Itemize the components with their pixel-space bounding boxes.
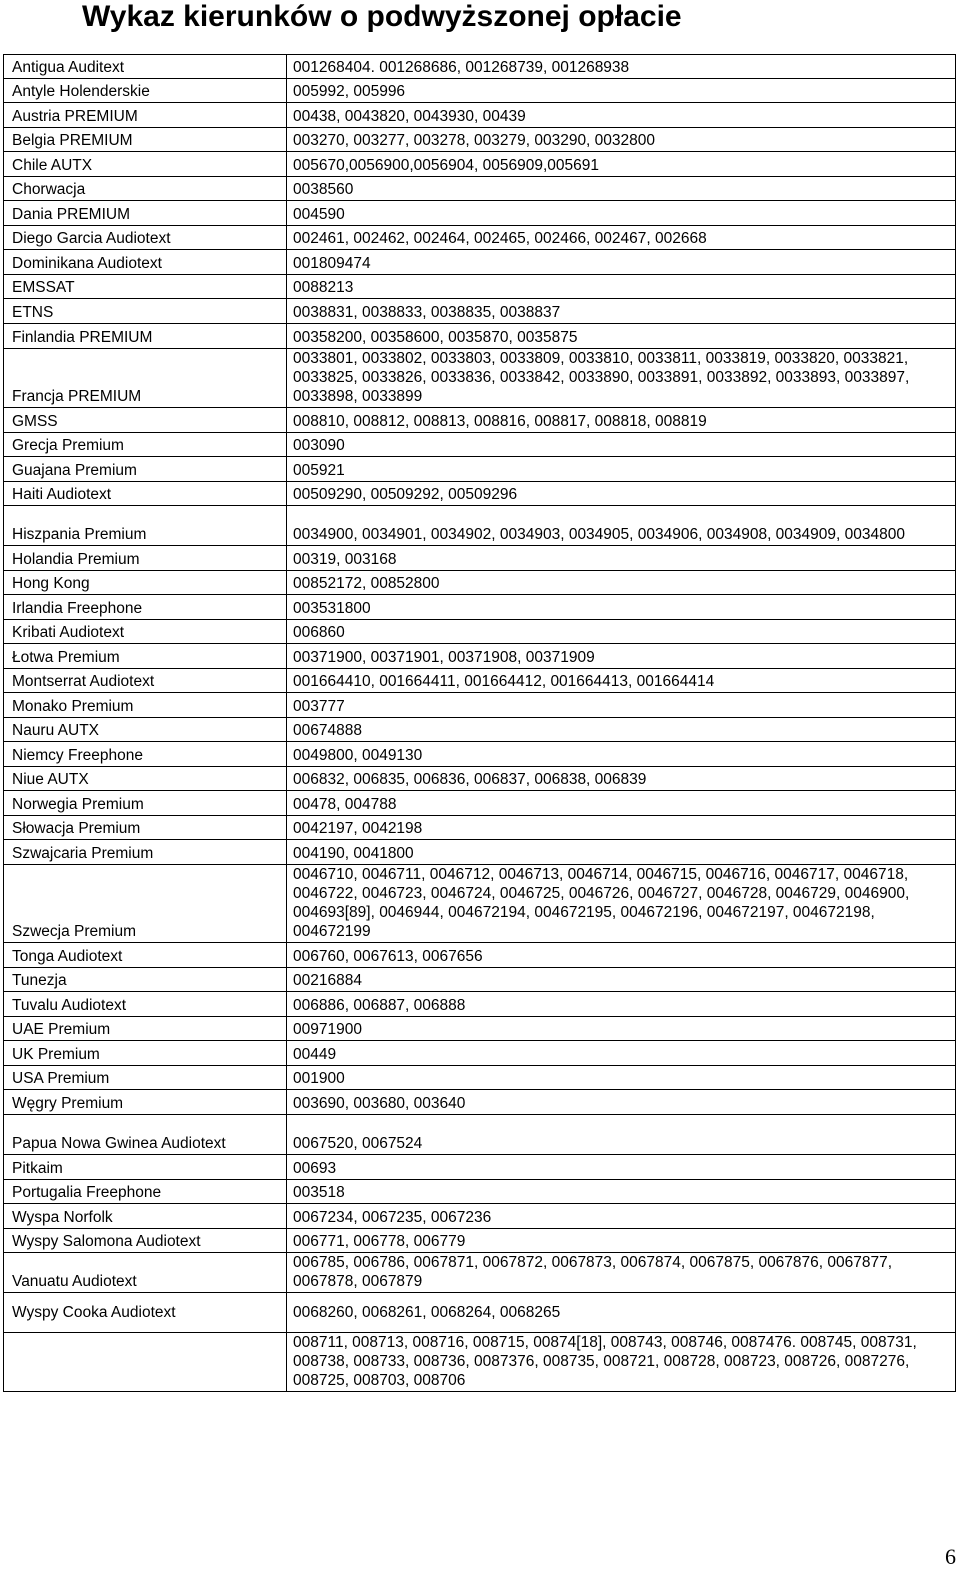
destination-name: Hiszpania Premium <box>4 506 287 546</box>
destination-name: Norwegia Premium <box>4 791 287 816</box>
destination-numbers: 0049800, 0049130 <box>287 742 956 767</box>
table-row <box>4 324 956 349</box>
table-row <box>4 457 956 482</box>
destination-name: GMSS <box>4 408 287 433</box>
destination-numbers: 0038560 <box>287 177 956 201</box>
table-row <box>4 595 956 620</box>
table-row <box>4 1180 956 1204</box>
destination-name: Guajana Premium <box>4 457 287 482</box>
destination-numbers: 001809474 <box>287 250 956 275</box>
table-row <box>4 1017 956 1041</box>
destination-numbers: 00449 <box>287 1041 956 1066</box>
destination-numbers: 001664410, 001664411, 001664412, 001664413, 001664414 <box>287 669 956 693</box>
destination-name: EMSSAT <box>4 275 287 299</box>
destination-numbers: 00971900 <box>287 1017 956 1041</box>
table-row <box>4 1090 956 1115</box>
destination-name: Wyspy Cooka Audiotext <box>4 1293 287 1333</box>
table-row <box>4 482 956 506</box>
destination-name: Chorwacja <box>4 177 287 201</box>
destination-name: Grecja Premium <box>4 433 287 457</box>
table-row <box>4 55 956 79</box>
destination-numbers: 006771, 006778, 006779 <box>287 1229 956 1253</box>
table-row <box>4 571 956 595</box>
table-row <box>4 742 956 767</box>
destination-name: Monako Premium <box>4 693 287 718</box>
destination-numbers: 003777 <box>287 693 956 718</box>
destination-name: Papua Nowa Gwinea Audiotext <box>4 1115 287 1155</box>
destination-numbers: 008810, 008812, 008813, 008816, 008817, 008818, 008819 <box>287 408 956 433</box>
table-row <box>4 128 956 152</box>
table-row <box>4 250 956 275</box>
destination-numbers: 001268404. 001268686, 001268739, 001268938 <box>287 55 956 79</box>
destination-numbers: 005992, 005996 <box>287 79 956 103</box>
table-row <box>4 1229 956 1253</box>
destination-name: Finlandia PREMIUM <box>4 324 287 349</box>
destination-name: Pitkaim <box>4 1155 287 1180</box>
table-row <box>4 992 956 1017</box>
destination-name: Antigua Auditext <box>4 55 287 79</box>
destination-name: Chile AUTX <box>4 152 287 177</box>
table-row <box>4 669 956 693</box>
table-row <box>4 1115 956 1155</box>
destination-numbers: 003690, 003680, 003640 <box>287 1090 956 1115</box>
table-row <box>4 103 956 128</box>
destination-numbers: 00216884 <box>287 968 956 992</box>
table-row <box>4 1066 956 1090</box>
table-row <box>4 1155 956 1180</box>
destination-name: Słowacja Premium <box>4 816 287 840</box>
destination-numbers: 002461, 002462, 002464, 002465, 002466, 002467, 002668 <box>287 226 956 250</box>
destination-numbers: 008711, 008713, 008716, 008715, 00874[18], 008743, 008746, 0087476. 008745, 008731, 008738, 008733, 008736, 0087376, 008735, 008721, 008728, 008723, 008726, 0087276, 008725, 008703, 008706 <box>287 1333 956 1392</box>
destination-name: Wyspy Salomona Audiotext <box>4 1229 287 1253</box>
destination-name: Belgia PREMIUM <box>4 128 287 152</box>
destination-name: UK Premium <box>4 1041 287 1066</box>
destination-name: Vanuatu Audiotext <box>4 1253 287 1293</box>
table-row <box>4 943 956 968</box>
table-row <box>4 968 956 992</box>
destination-numbers: 003531800 <box>287 595 956 620</box>
destination-name: ETNS <box>4 299 287 324</box>
table-row <box>4 226 956 250</box>
table-row <box>4 546 956 571</box>
destination-numbers: 0068260, 0068261, 0068264, 0068265 <box>287 1293 956 1333</box>
destination-name: Niue AUTX <box>4 767 287 791</box>
table-row <box>4 718 956 742</box>
destination-name: Francja PREMIUM <box>4 349 287 408</box>
destination-name: Irlandia Freephone <box>4 595 287 620</box>
table-row <box>4 1333 956 1392</box>
destination-numbers: 001900 <box>287 1066 956 1090</box>
table-row <box>4 644 956 669</box>
destination-numbers: 00509290, 00509292, 00509296 <box>287 482 956 506</box>
destination-numbers: 00852172, 00852800 <box>287 571 956 595</box>
table-row <box>4 840 956 865</box>
destination-name: Kribati Audiotext <box>4 620 287 644</box>
destination-numbers: 003270, 003277, 003278, 003279, 003290, 0032800 <box>287 128 956 152</box>
table-row <box>4 433 956 457</box>
destination-numbers: 004190, 0041800 <box>287 840 956 865</box>
destination-numbers: 005921 <box>287 457 956 482</box>
destination-name: Wyspa Norfolk <box>4 1204 287 1229</box>
destination-numbers: 003090 <box>287 433 956 457</box>
table-row <box>4 791 956 816</box>
table-row <box>4 1204 956 1229</box>
destination-name: Węgry Premium <box>4 1090 287 1115</box>
destination-name: Haiti Audiotext <box>4 482 287 506</box>
destination-name: Dania PREMIUM <box>4 201 287 226</box>
destination-name: Łotwa Premium <box>4 644 287 669</box>
destination-numbers: 00674888 <box>287 718 956 742</box>
table-row <box>4 865 956 943</box>
destination-name: USA Premium <box>4 1066 287 1090</box>
table-row <box>4 201 956 226</box>
table-row <box>4 1041 956 1066</box>
destination-numbers: 00358200, 00358600, 0035870, 0035875 <box>287 324 956 349</box>
table-row <box>4 693 956 718</box>
destination-numbers: 0034900, 0034901, 0034902, 0034903, 0034905, 0034906, 0034908, 0034909, 0034800 <box>287 506 956 546</box>
table-row <box>4 177 956 201</box>
table-body <box>4 55 956 1392</box>
table-row <box>4 767 956 791</box>
table-row <box>4 408 956 433</box>
destination-numbers: 0046710, 0046711, 0046712, 0046713, 0046714, 0046715, 0046716, 0046717, 0046718, 0046722, 0046723, 0046724, 0046725, 0046726, 0046727, 0046728, 0046729, 0046900, 004693[89], 0046944, 004672194, 004672195, 004672196, 004672197, 004672198, 004672199 <box>287 865 956 943</box>
destination-numbers: 006886, 006887, 006888 <box>287 992 956 1017</box>
destination-name: Tuvalu Audiotext <box>4 992 287 1017</box>
destination-name: Niemcy Freephone <box>4 742 287 767</box>
page-number: 6 <box>945 1544 956 1569</box>
destination-numbers: 0067234, 0067235, 0067236 <box>287 1204 956 1229</box>
destination-numbers: 0038831, 0038833, 0038835, 0038837 <box>287 299 956 324</box>
destination-name: Tunezja <box>4 968 287 992</box>
destination-numbers: 00693 <box>287 1155 956 1180</box>
destination-numbers: 0088213 <box>287 275 956 299</box>
table-row <box>4 1253 956 1293</box>
table-row <box>4 275 956 299</box>
destination-numbers: 0042197, 0042198 <box>287 816 956 840</box>
premium-destinations-table <box>3 54 956 1392</box>
destination-name: Antyle Holenderskie <box>4 79 287 103</box>
destination-numbers: 006860 <box>287 620 956 644</box>
destination-name: Austria PREMIUM <box>4 103 287 128</box>
destination-name: Tonga Audiotext <box>4 943 287 968</box>
destination-name: Montserrat Audiotext <box>4 669 287 693</box>
table-row <box>4 1293 956 1333</box>
table-row <box>4 816 956 840</box>
destination-name: Nauru AUTX <box>4 718 287 742</box>
destination-numbers: 00478, 004788 <box>287 791 956 816</box>
destination-name: Szwecja Premium <box>4 865 287 943</box>
destination-name: Szwajcaria Premium <box>4 840 287 865</box>
destination-name: Holandia Premium <box>4 546 287 571</box>
destination-numbers: 00438, 0043820, 0043930, 00439 <box>287 103 956 128</box>
destination-name: Diego Garcia Audiotext <box>4 226 287 250</box>
destination-numbers: 005670,0056900,0056904, 0056909,005691 <box>287 152 956 177</box>
destination-numbers: 006785, 006786, 0067871, 0067872, 0067873, 0067874, 0067875, 0067876, 0067877, 0067878, 0067879 <box>287 1253 956 1293</box>
destination-name <box>4 1333 287 1392</box>
destination-numbers: 00371900, 00371901, 00371908, 00371909 <box>287 644 956 669</box>
table-row <box>4 506 956 546</box>
destination-numbers: 004590 <box>287 201 956 226</box>
destination-name: Dominikana Audiotext <box>4 250 287 275</box>
destination-numbers: 0067520, 0067524 <box>287 1115 956 1155</box>
destination-name: Hong Kong <box>4 571 287 595</box>
page-title: Wykaz kierunków o podwyższonej opłacie <box>82 0 682 33</box>
destination-name: UAE Premium <box>4 1017 287 1041</box>
destination-numbers: 0033801, 0033802, 0033803, 0033809, 0033810, 0033811, 0033819, 0033820, 0033821, 0033825, 0033826, 0033836, 0033842, 0033890, 0033891, 0033892, 0033893, 0033897, 0033898, 0033899 <box>287 349 956 408</box>
table-row <box>4 79 956 103</box>
destination-name: Portugalia Freephone <box>4 1180 287 1204</box>
destination-numbers: 003518 <box>287 1180 956 1204</box>
table-row <box>4 620 956 644</box>
destination-numbers: 006832, 006835, 006836, 006837, 006838, 006839 <box>287 767 956 791</box>
table-row <box>4 152 956 177</box>
table-row <box>4 349 956 408</box>
table-row <box>4 299 956 324</box>
destination-numbers: 00319, 003168 <box>287 546 956 571</box>
destination-numbers: 006760, 0067613, 0067656 <box>287 943 956 968</box>
